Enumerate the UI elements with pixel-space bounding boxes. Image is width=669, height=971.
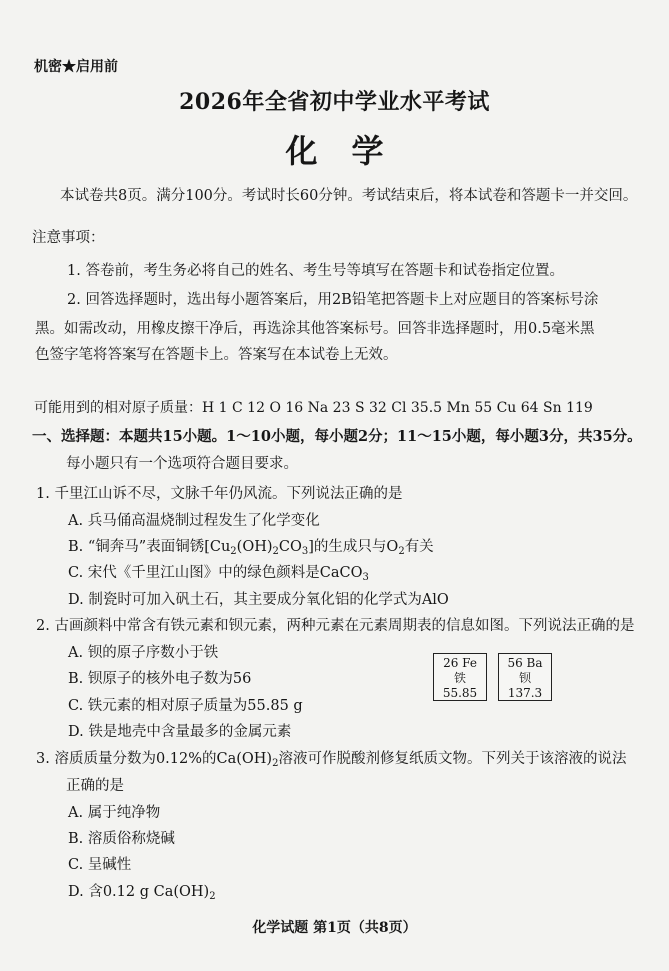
section1-heading: 一、选择题：本题共15小题。1～10小题，每小题2分；11～15小题，每小题3分，共35分。 xyxy=(32,428,642,445)
question-3-option-b: B. 溶质俗称烧碱 xyxy=(68,831,175,847)
section1-instruction: 每小题只有一个选项符合题目要求。 xyxy=(66,456,298,472)
element-ba-mass: 137.3 xyxy=(507,686,543,700)
question-3-stem-line2: 正确的是 xyxy=(66,778,124,794)
question-2-option-b: B. 钡原子的核外电子数为56 xyxy=(68,671,252,687)
note-item-1: 1. 答卷前，考生务必将自己的姓名、考生号等填写在答题卡和试卷指定位置。 xyxy=(67,263,564,279)
question-3-option-d: D. 含0.12 g $Ca(OH)_2$ xyxy=(68,884,216,902)
question-1-option-a: A. 兵马俑高温烧制过程发生了化学变化 xyxy=(68,513,320,529)
question-3-option-c: C. 呈碱性 xyxy=(68,857,132,873)
element-fe-mass: 55.85 xyxy=(442,686,478,700)
element-ba-name: 钡 xyxy=(518,671,531,685)
question-3-stem: 3. 溶质质量分数为0.12%的$Ca(OH)_2$溶液可作脱酸剂修复纸质文物。下列关于该溶液的说法 xyxy=(36,751,627,769)
element-fe-number-symbol: 26 Fe xyxy=(443,656,477,670)
question-2-option-a: A. 钡的原子序数小于铁 xyxy=(68,645,219,661)
question-1-stem: 1. 千里江山诉不尽，文脉千年仍风流。下列说法正确的是 xyxy=(36,486,403,502)
question-3-option-a: A. 属于纯净物 xyxy=(68,805,161,821)
note-item-2-line2: 黑。如需改动，用橡皮擦干净后，再选涂其他答案标号。回答非选择题时，用0.5毫米黑 xyxy=(35,321,595,337)
page-footer: 化学试题 第1页（共8页） xyxy=(252,920,417,936)
intro-text: 本试卷共8页。满分100分。考试时长60分钟。考试结束后，将本试卷和答题卡一并交回。 xyxy=(60,188,638,204)
question-2-option-c: C. 铁元素的相对原子质量为55.85 g xyxy=(68,698,303,714)
note-item-2-line3: 色签字笔将答案写在答题卡上。答案写在本试卷上无效。 xyxy=(35,347,398,363)
exam-title: 2026年全省初中学业水平考试 xyxy=(179,89,490,115)
element-ba-number-symbol: 56 Ba xyxy=(507,656,543,670)
subject-title: 化学 xyxy=(285,132,418,170)
question-2-stem: 2. 古画颜料中常含有铁元素和钡元素，两种元素在元素周期表的信息如图。下列说法正确的是 xyxy=(36,618,635,634)
question-2-option-d: D. 铁是地壳中含量最多的金属元素 xyxy=(68,724,292,740)
question-1-option-b: B. “铜奔马”表面铜锈$[Cu_2(OH)_2CO_3]$的生成只与$O_2$有关 xyxy=(68,539,434,557)
confidential-label: 机密★启用前 xyxy=(34,59,118,75)
element-card-ba xyxy=(498,653,552,701)
question-1-option-d: D. 制瓷时可加入矾土石，其主要成分氧化铝的化学式为AlO xyxy=(68,592,449,608)
element-fe-name: 铁 xyxy=(453,671,466,685)
notes-title: 注意事项： xyxy=(32,230,105,246)
atomic-masses: 可能用到的相对原子质量：H 1 C 12 O 16 Na 23 S 32 Cl 35.5 Mn 55 Cu 64 Sn 119 xyxy=(34,400,593,416)
element-card-fe xyxy=(433,653,487,701)
note-item-2-line1: 2. 回答选择题时，选出每小题答案后，用2B铅笔把答题卡上对应题目的答案标号涂 xyxy=(67,292,599,308)
question-1-option-c: C. 宋代《千里江山图》中的绿色颜料是CaCO$_3$ xyxy=(68,565,369,583)
